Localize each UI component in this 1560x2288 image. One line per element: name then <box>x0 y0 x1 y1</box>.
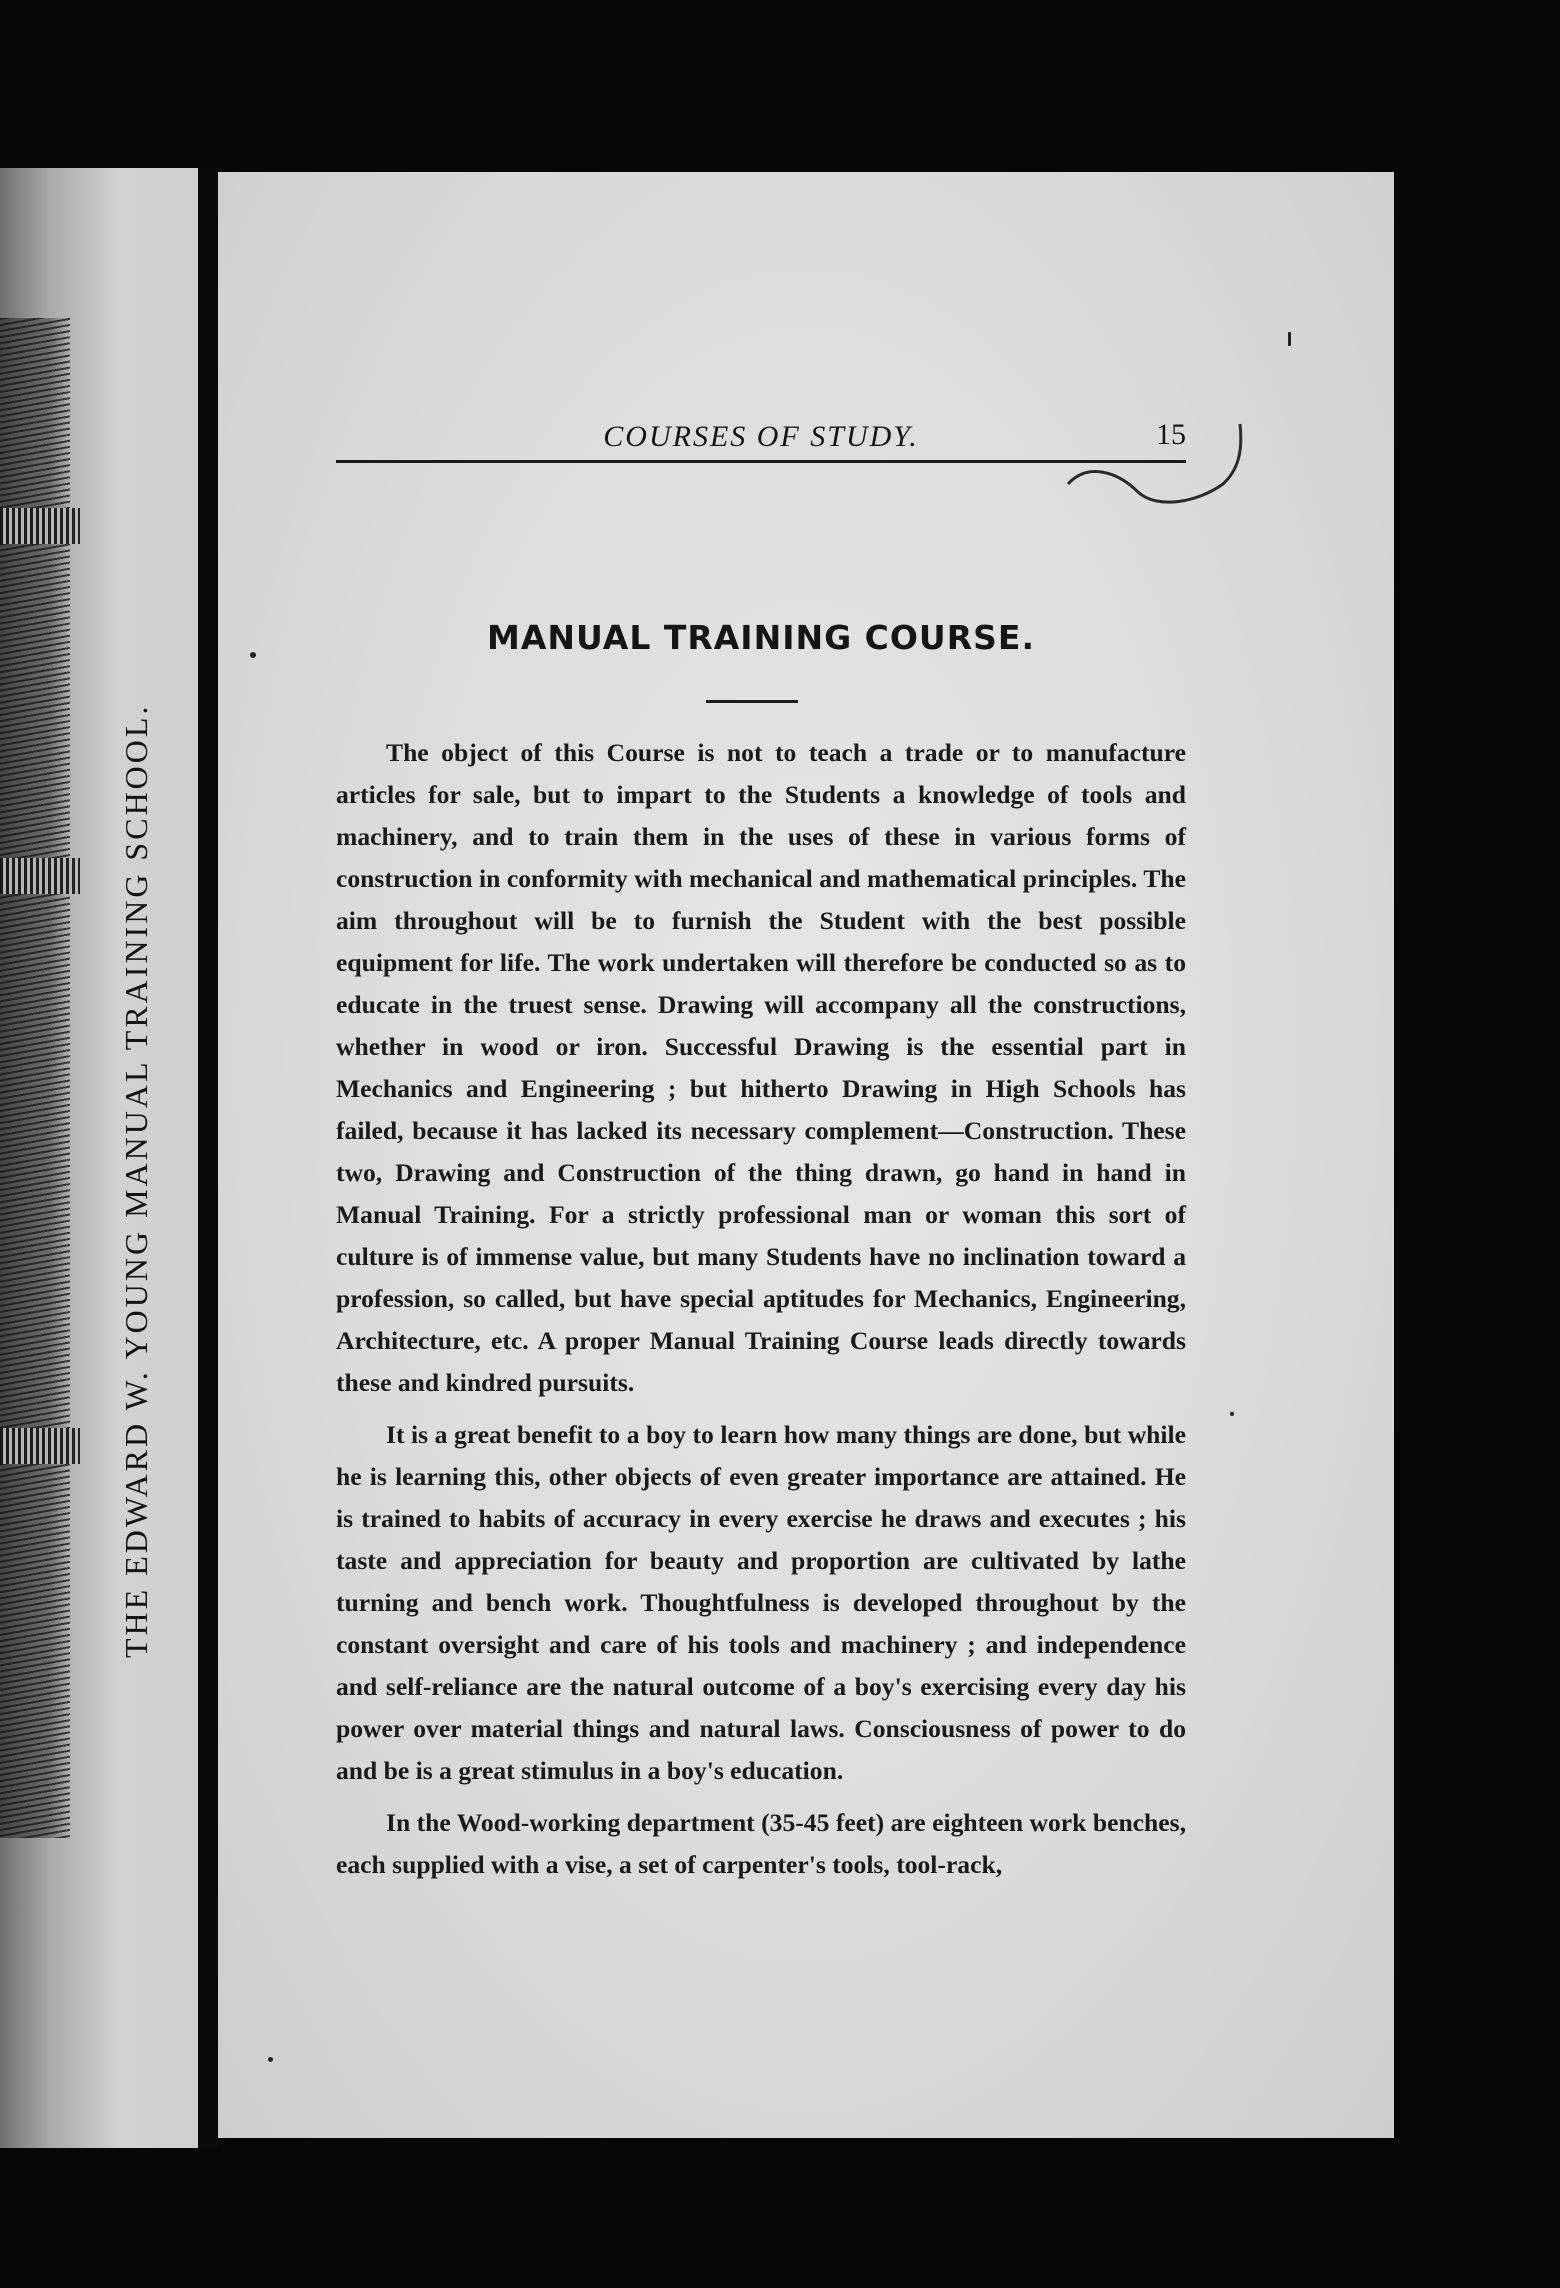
engraving-band <box>0 1428 80 1464</box>
running-title: COURSES OF STUDY. <box>603 420 919 453</box>
engraving-band <box>0 858 80 894</box>
book-gutter <box>198 168 218 2148</box>
print-speck <box>1288 332 1291 346</box>
body-text <box>336 732 1186 1896</box>
book-page <box>218 172 1394 2138</box>
pencil-mark <box>1058 422 1258 542</box>
spine-title: THE EDWARD W. YOUNG MANUAL TRAINING SCHOOL. <box>118 703 154 1658</box>
previous-page-edge <box>0 168 198 2148</box>
engraving-band <box>0 508 80 544</box>
paragraph: The object of this Course is not to teach a trade or to manufacture articles for sale, but to impart to the Students a knowledge of tools and machinery, and to train them in the uses of these in various forms of construction in conformity with mechanical and mathematical principles. The aim throughout will be to furnish the Student with the best possible equipment for life. The work undertaken will therefore be conducted so as to educate in the truest sense. Drawing will accompany all the constructions, whether in wood or iron. Successful Drawing is the essential part in Mechanics and Engineering ; but hitherto Drawing in High Schools has failed, because it has lacked its necessary complement—Construction. These two, Drawing and Construction of the thing drawn, go hand in hand in Manual Training. For a strictly professional man or woman this sort of culture is of immense value, but many Students have no inclination toward a profession, so called, but have special aptitudes for Mechanics, Engineering, Architecture, etc. A proper Manual Training Course leads directly towards these and kindred pursuits. <box>336 738 1186 1397</box>
print-speck <box>268 2057 273 2062</box>
chapter-title: MANUAL TRAINING COURSE. <box>487 618 1035 657</box>
print-speck <box>1230 1412 1234 1416</box>
engraving-illustration <box>0 318 70 1838</box>
paragraph: In the Wood-working department (35-45 feet) are eighteen work benches, each supplied with a vise, a set of carpenter's tools, tool-rack, <box>336 1808 1186 1879</box>
print-speck <box>250 652 256 658</box>
page-number: 15 <box>1156 418 1186 451</box>
paragraph: It is a great benefit to a boy to learn how many things are done, but while he is learning this, other objects of even greater importance are attained. He is trained to habits of accuracy in every exercise he draws and executes ; his taste and appreciation for beauty and proportion are cultivated by lathe turning and bench work. Thoughtfulness is developed throughout by the constant oversight and care of his tools and machinery ; and independence and self-reliance are the natural outcome of a boy's exercising every day his power over material things and natural laws. Consciousness of power to do and be is a great stimulus in a boy's education. <box>336 1420 1186 1785</box>
title-rule <box>706 700 798 703</box>
